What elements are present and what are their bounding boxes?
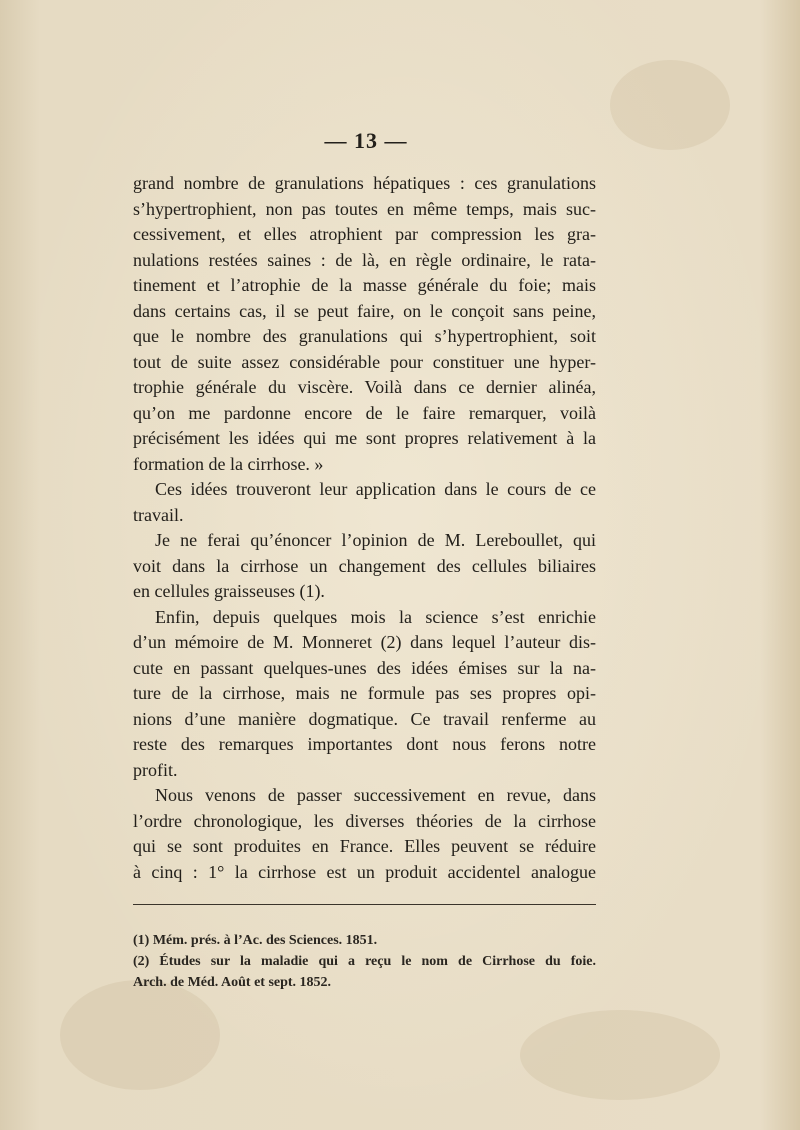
- text-line: Ces idées trouveront leur application dans le cours de ce: [155, 479, 596, 499]
- text-line: Nous venons de passer successivement en revue, dans: [155, 785, 596, 805]
- footnote: [133, 930, 596, 951]
- text-line: voit dans la cirrhose un changement des cellules biliaires: [133, 555, 596, 576]
- page-number: — 13 —: [324, 128, 408, 153]
- footnote: [133, 951, 596, 993]
- text-line: grand nombre de granulations hépatiques : ces granulations: [133, 173, 596, 193]
- text-line: ture de la cirrhose, mais ne formule pas ses propres opi-: [133, 683, 596, 703]
- footnote-line: (2) Études sur la maladie qui a reçu le nom de Cirrhose du foie.: [133, 954, 596, 969]
- text-line: cute en passant quelques-unes des idées émises sur la na-: [133, 657, 596, 678]
- paragraph: [133, 528, 596, 605]
- text-line: qu’on me pardonne encore de le faire remarquer, voilà: [133, 402, 596, 423]
- text-line: Je ne ferai qu’énoncer l’opinion de M. Lereboullet, qui: [155, 530, 596, 550]
- footnotes: [133, 930, 596, 993]
- footnote-line: Arch. de Méd. Août et sept. 1852.: [133, 975, 332, 990]
- paragraph: [133, 783, 596, 885]
- text-line: l’ordre chronologique, les diverses théories de la cirrhose: [133, 810, 596, 831]
- text-line: trophie générale du viscère. Voilà dans ce dernier alinéa,: [133, 377, 596, 397]
- paper-stain: [60, 980, 220, 1090]
- text-line: profit.: [133, 759, 178, 780]
- text-line: tout de suite assez considérable pour constituer une hyper-: [133, 351, 596, 372]
- footnote-line: (1) Mém. prés. à l’Ac. des Sciences. 1851.: [133, 933, 378, 948]
- text-line: nulations restées saines : de là, en règle ordinaire, le rata-: [133, 249, 596, 270]
- text-line: cessivement, et elles atrophient par compression les gra-: [133, 224, 596, 244]
- body-text: [133, 171, 596, 885]
- text-line: d’un mémoire de M. Monneret (2) dans lequel l’auteur dis-: [133, 632, 596, 652]
- text-line: dans certains cas, il se peut faire, on le conçoit sans peine,: [133, 300, 596, 321]
- text-line: précisément les idées qui me sont propres relativement à la: [133, 428, 596, 448]
- footnote-divider: [133, 904, 596, 905]
- paragraph: [133, 605, 596, 784]
- text-line: reste des remarques importantes dont nous ferons notre: [133, 734, 596, 754]
- text-line: tinement et l’atrophie de la masse générale du foie; mais: [133, 275, 596, 295]
- paragraph: [133, 477, 596, 528]
- text-line: travail.: [133, 504, 184, 525]
- text-line: qui se sont produites en France. Elles peuvent se réduire: [133, 836, 596, 856]
- text-line: Enfin, depuis quelques mois la science s’est enrichie: [155, 606, 596, 627]
- paper-stain: [520, 1010, 720, 1100]
- text-line: en cellules graisseuses (1).: [133, 581, 325, 601]
- text-line: formation de la cirrhose. »: [133, 453, 324, 474]
- text-line: nions d’une manière dogmatique. Ce travail renferme au: [133, 708, 596, 729]
- paragraph: [133, 171, 596, 477]
- text-line: s’hypertrophient, non pas toutes en même temps, mais suc-: [133, 198, 596, 219]
- text-line: que le nombre des granulations qui s’hypertrophient, soit: [133, 326, 596, 346]
- text-line: à cinq : 1° la cirrhose est un produit accidentel analogue: [133, 861, 596, 882]
